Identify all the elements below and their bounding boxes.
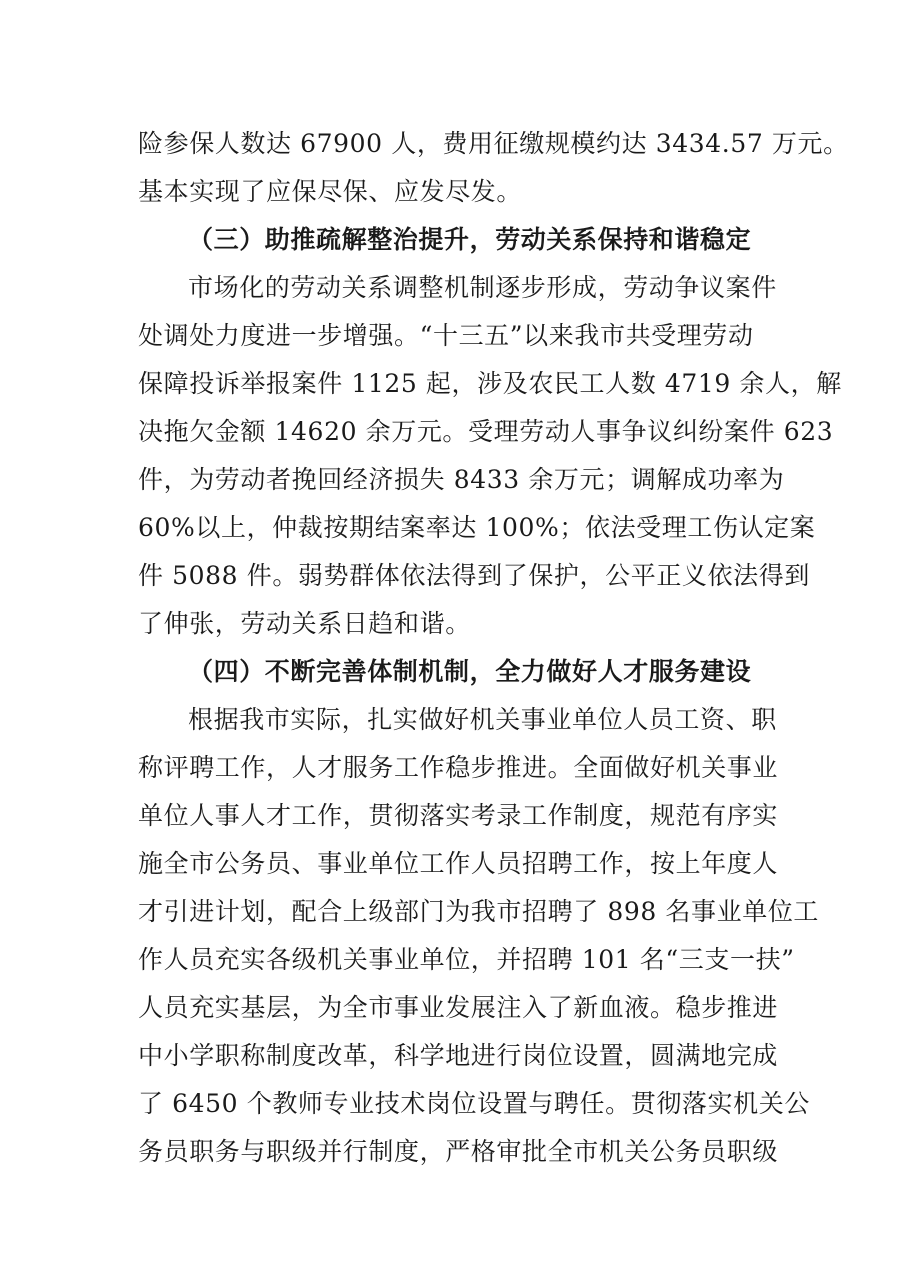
paragraph-line: 市场化的劳动关系调整机制逐步形成，劳动争议案件 xyxy=(188,273,777,302)
paragraph-line: 处调处力度进一步增强。“十三五”以来我市共受理劳动 xyxy=(138,321,754,350)
paragraph-line: 人员充实基层，为全市事业发展注入了新血液。稳步推进 xyxy=(138,993,779,1022)
paragraph-line: 作人员充实各级机关事业单位，并招聘 101 名“三支一扶” xyxy=(138,945,795,974)
paragraph-line: 基本实现了应保尽保、应发尽发。 xyxy=(138,177,523,206)
paragraph-line: 称评聘工作，人才服务工作稳步推进。全面做好机关事业 xyxy=(138,753,779,782)
paragraph-line: 决拖欠金额 14620 余万元。受理劳动人事争议纠纷案件 623 xyxy=(138,417,834,446)
section-heading-four: （四）不断完善体制机制，全力做好人才服务建设 xyxy=(188,657,752,686)
paragraph-line: 60%以上，仲裁按期结案率达 100%；依法受理工伤认定案 xyxy=(138,513,816,542)
paragraph-line: 施全市公务员、事业单位工作人员招聘工作，按上年度人 xyxy=(138,849,779,878)
paragraph-line: 根据我市实际，扎实做好机关事业单位人员工资、职 xyxy=(188,705,777,734)
section-heading-three: （三）助推疏解整治提升，劳动关系保持和谐稳定 xyxy=(188,225,752,254)
paragraph-line: 件 5088 件。弱势群体依法得到了保护，公平正义依法得到 xyxy=(138,561,810,590)
paragraph-line: 单位人事人才工作，贯彻落实考录工作制度，规范有序实 xyxy=(138,801,779,830)
paragraph-line: 险参保人数达 67900 人，费用征缴规模约达 3434.57 万元。 xyxy=(138,129,849,158)
paragraph-line: 保障投诉举报案件 1125 起，涉及农民工人数 4719 余人，解 xyxy=(138,369,842,398)
paragraph-line: 务员职务与职级并行制度，严格审批全市机关公务员职级 xyxy=(138,1137,779,1166)
paragraph-line: 了伸张，劳动关系日趋和谐。 xyxy=(138,609,471,638)
paragraph-line: 了 6450 个教师专业技术岗位设置与聘任。贯彻落实机关公 xyxy=(138,1089,810,1118)
paragraph-line: 才引进计划，配合上级部门为我市招聘了 898 名事业单位工 xyxy=(138,897,820,926)
paragraph-line: 中小学职称制度改革，科学地进行岗位设置，圆满地完成 xyxy=(138,1041,779,1070)
paragraph-line: 件，为劳动者挽回经济损失 8433 余万元；调解成功率为 xyxy=(138,465,785,494)
